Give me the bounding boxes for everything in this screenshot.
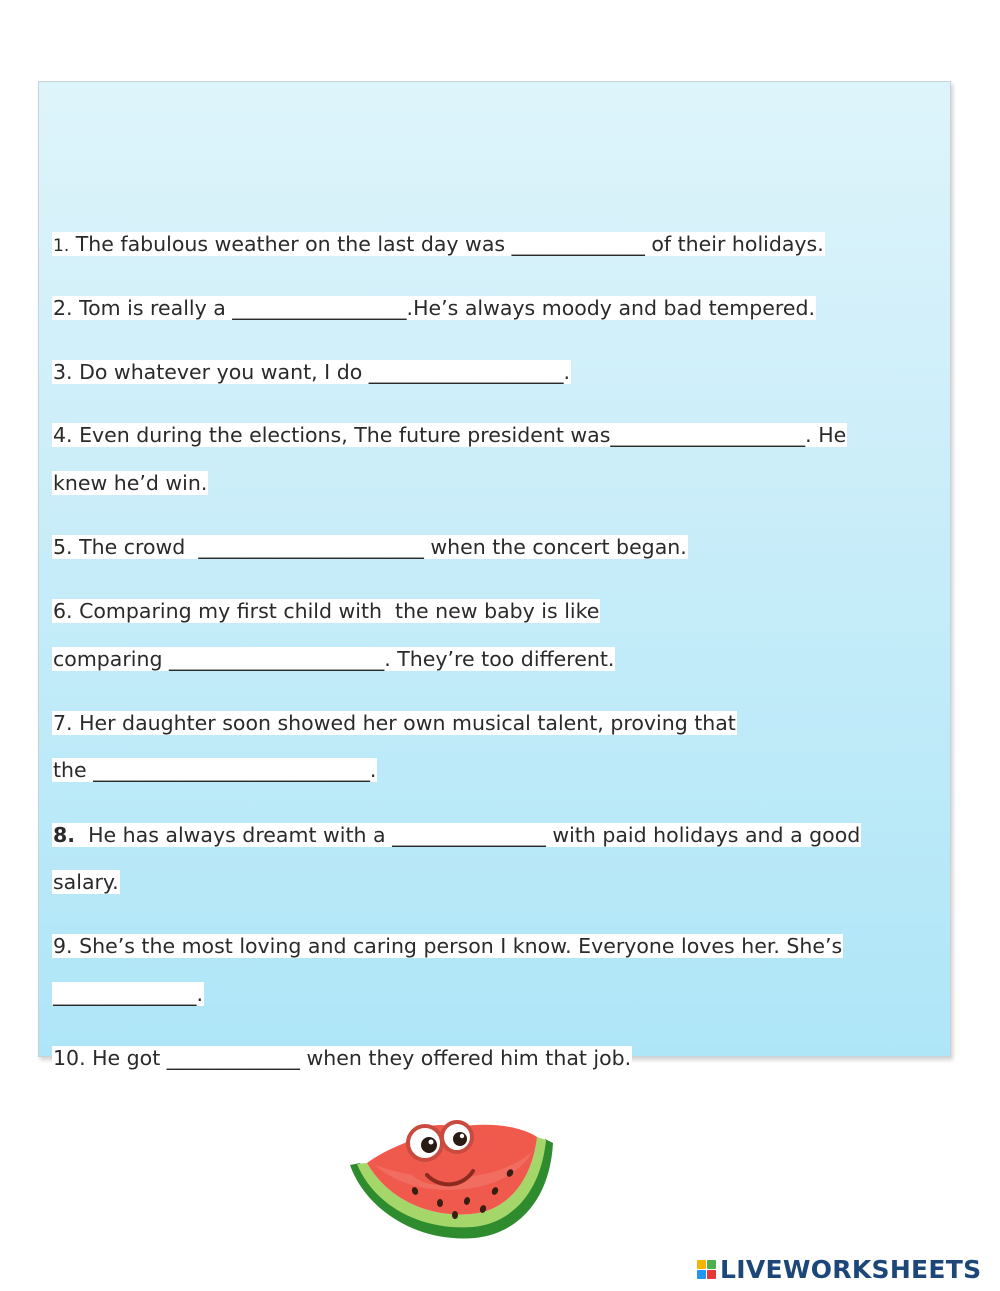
sentence-number: 6. <box>53 599 73 623</box>
sentence-10 <box>52 1043 632 1074</box>
sentence-number: 3. <box>53 360 73 384</box>
logo-text: LIVEWORKSHEETS <box>720 1254 982 1284</box>
sentence-text: Even during the elections, The future president was___________________. He <box>72 423 847 447</box>
sentence-number: 8. <box>53 823 76 847</box>
sentence-number: 10. <box>53 1046 86 1070</box>
sentence-text: ______________. <box>53 982 204 1006</box>
sentence-6 <box>52 596 600 627</box>
sentence-text: Comparing my first child with the new baby is like <box>72 599 600 623</box>
sentence-6-continuation <box>52 644 615 675</box>
sentence-text: The fabulous weather on the last day was _____________ of their holidays. <box>69 232 824 256</box>
sentence-2 <box>52 293 816 324</box>
sentence-text: salary. <box>53 870 119 894</box>
sentence-1 <box>52 229 825 260</box>
sentence-9 <box>52 931 843 962</box>
sentence-7-continuation <box>52 755 377 786</box>
smiling-watermelon-icon <box>345 1103 565 1253</box>
sentence-text: He got _____________ when they offered him that job. <box>85 1046 632 1070</box>
sentence-number: 5. <box>53 535 73 559</box>
liveworksheets-icon <box>697 1260 716 1279</box>
sentence-3 <box>52 357 571 388</box>
liveworksheets-logo <box>697 1251 981 1287</box>
sentence-4 <box>52 420 847 451</box>
sentence-text: The crowd ______________________ when the concert began. <box>72 535 687 559</box>
sentence-number: 4. <box>53 423 73 447</box>
sentence-8-continuation <box>52 867 120 898</box>
exercise-panel <box>38 81 951 1070</box>
sentence-number: 1. <box>53 236 70 256</box>
sentence-text: Tom is really a _________________.He’s always moody and bad tempered. <box>72 296 815 320</box>
sentence-text: Do whatever you want, I do ___________________. <box>72 360 571 384</box>
sentence-4-continuation <box>52 468 208 499</box>
sentence-5 <box>52 532 688 563</box>
sentence-text: He has always dreamt with a _______________ with paid holidays and a good <box>75 823 861 847</box>
sentence-number: 2. <box>53 296 73 320</box>
sentence-7 <box>52 708 737 739</box>
sentence-text: knew he’d win. <box>53 471 208 495</box>
sentence-text: She’s the most loving and caring person I know. Everyone loves her. She’s <box>72 934 843 958</box>
sentence-8 <box>52 820 861 851</box>
sentence-9-continuation <box>52 979 204 1010</box>
sentence-text: Her daughter soon showed her own musical talent, proving that <box>72 711 736 735</box>
sentence-number: 7. <box>53 711 73 735</box>
sentence-text: the ___________________________. <box>53 758 377 782</box>
sentence-number: 9. <box>53 934 73 958</box>
sentence-text: comparing _____________________. They’re too different. <box>53 647 615 671</box>
